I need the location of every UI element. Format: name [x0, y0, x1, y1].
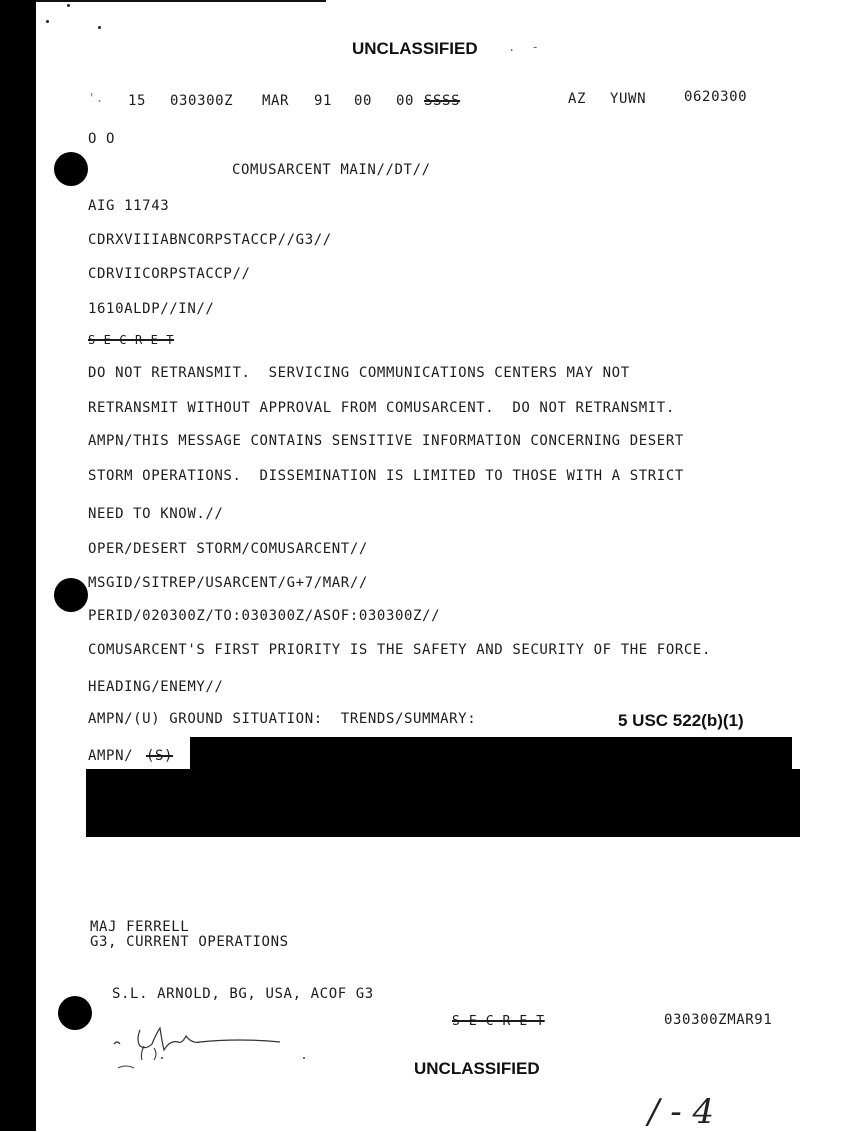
body-line: DO NOT RETRANSMIT. SERVICING COMMUNICATIONS CENTERS MAY NOT: [88, 365, 630, 381]
body-line: RETRANSMIT WITHOUT APPROVAL FROM COMUSARCENT. DO NOT RETRANSMIT.: [88, 400, 675, 416]
header-serial: 0620300: [684, 89, 748, 105]
redaction-block-top: [190, 737, 792, 771]
page-number-handwritten: / - 4: [648, 1092, 715, 1132]
header-field-b: 00: [396, 93, 415, 109]
exemption-label: 5 USC 522(b)(1): [618, 711, 744, 730]
body-line: OPER/DESERT STORM/COMUSARCENT//: [88, 541, 368, 557]
body-line: NEED TO KNOW.//: [88, 506, 224, 522]
to-line-1: CDRXVIIIABNCORPSTACCP//G3//: [88, 232, 332, 248]
punch-hole-bottom: [58, 996, 92, 1030]
classification-bottom: UNCLASSIFIED: [414, 1059, 540, 1078]
body-line: COMUSARCENT'S FIRST PRIORITY IS THE SAFETY AND SECURITY OF THE FORCE.: [88, 642, 711, 658]
officer-name: MAJ FERRELL: [90, 919, 190, 935]
scan-speck: [98, 26, 101, 29]
ampn-prefix: AMPN/: [88, 748, 134, 764]
body-line: AMPN/(U) GROUND SITUATION: TRENDS/SUMMARY:: [88, 711, 477, 727]
body-line: AMPN/THIS MESSAGE CONTAINS SENSITIVE INFORMATION CONCERNING DESERT: [88, 433, 684, 449]
header-station: YUWN: [610, 91, 647, 107]
punch-hole-middle: [54, 578, 88, 612]
header-oo: O O: [88, 131, 116, 147]
footer-dtg: 030300ZMAR91: [664, 1012, 773, 1028]
body-line: MSGID/SITREP/USARCENT/G+7/MAR//: [88, 575, 368, 591]
header-year: 91: [314, 93, 333, 109]
classification-struck-bottom: S E C R E T: [452, 1014, 545, 1029]
scan-speck: [67, 4, 70, 7]
header-struck-code: SSSS: [424, 93, 461, 109]
header-field-a: 00: [354, 93, 373, 109]
scan-top-edge-line: [36, 0, 326, 2]
scan-left-margin-bar: [0, 0, 36, 1131]
release-authority: S.L. ARNOLD, BG, USA, ACOF G3: [112, 986, 374, 1002]
to-line-2: CDRVIICORPSTACCP//: [88, 266, 251, 282]
header-line-prefix: 15: [128, 93, 147, 109]
classification-struck-top: S E C R E T: [88, 333, 175, 347]
header-routing: AZ: [568, 91, 587, 107]
ampn-struck-marking: (S): [146, 748, 174, 764]
punch-hole-top: [54, 152, 88, 186]
body-line: STORM OPERATIONS. DISSEMINATION IS LIMITED TO THOSE WITH A STRICT: [88, 468, 684, 484]
header-dtg: 030300Z: [170, 93, 234, 109]
scan-speck: [46, 20, 49, 23]
from-line: COMUSARCENT MAIN//DT//: [232, 162, 431, 178]
scan-dots: . -: [508, 40, 540, 54]
aig-line: AIG 11743: [88, 198, 170, 214]
handwritten-signature: [104, 1012, 324, 1074]
redaction-block-main: [86, 769, 800, 837]
scan-artifact: '.: [88, 91, 104, 105]
body-line: PERID/020300Z/TO:030300Z/ASOF:030300Z//: [88, 608, 441, 624]
officer-office: G3, CURRENT OPERATIONS: [90, 934, 289, 950]
header-month: MAR: [262, 93, 290, 109]
body-line: HEADING/ENEMY//: [88, 679, 224, 695]
classification-top: UNCLASSIFIED: [352, 39, 478, 58]
to-line-3: 1610ALDP//IN//: [88, 301, 215, 317]
